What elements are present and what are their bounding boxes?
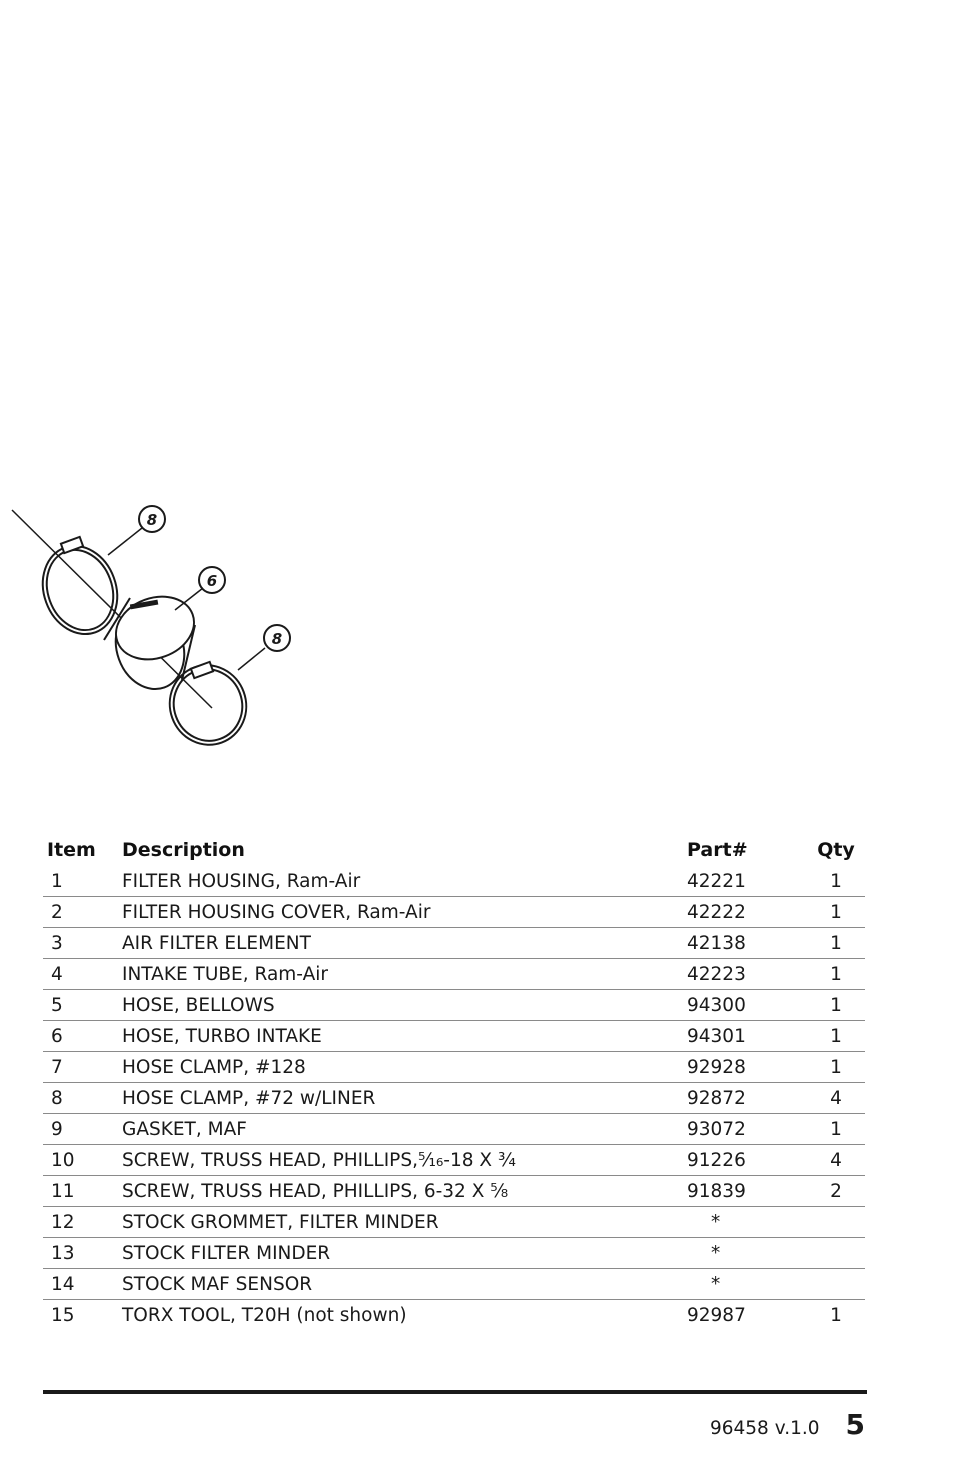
cell-part: 92872 [687,1087,746,1109]
table-row [43,1300,865,1330]
cell-description: SCREW, TRUSS HEAD, PHILLIPS,⁵⁄₁₆-18 X ³⁄₄ [122,1149,516,1171]
table-header [43,834,865,866]
header-description: Description [122,839,245,861]
table-row [43,1176,865,1207]
cell-qty: 1 [830,963,842,985]
cell-item: 11 [51,1180,75,1202]
cell-description: GASKET, MAF [122,1118,247,1140]
header-part: Part# [687,839,748,861]
table-row [43,959,865,990]
cell-item: 8 [51,1087,63,1109]
parts-diagram [0,495,300,755]
document-id: 96458 v.1.0 [709,1418,820,1439]
cell-description: HOSE CLAMP, #72 w/LINER [122,1087,376,1109]
header-qty: Qty [817,839,855,861]
cell-part: 91226 [687,1149,746,1171]
callout-label: 6 [206,572,218,590]
cell-item: 12 [51,1211,75,1233]
cell-description: STOCK FILTER MINDER [122,1242,331,1264]
callout-label: 8 [146,511,158,529]
cell-qty: 4 [830,1149,842,1171]
cell-part: 94301 [687,1025,746,1047]
cell-description: HOSE, TURBO INTAKE [122,1025,322,1047]
cell-qty: 4 [830,1087,842,1109]
cell-description: AIR FILTER ELEMENT [122,932,311,954]
cell-item: 7 [51,1056,63,1078]
cell-part: 42222 [687,901,746,923]
cell-part: 42223 [687,963,746,985]
cell-description: STOCK GROMMET, FILTER MINDER [122,1211,439,1233]
cell-qty: 2 [830,1180,842,1202]
footer [710,1408,865,1441]
cell-part: 94300 [687,994,746,1016]
table-row [43,1238,865,1269]
table-row [43,1269,865,1300]
cell-part: * [711,1242,721,1264]
cell-part: 42221 [687,870,746,892]
cell-part: 92987 [687,1304,746,1326]
cell-item: 4 [51,963,63,985]
cell-part: 91839 [687,1180,746,1202]
table-row [43,990,865,1021]
table-row [43,1207,865,1238]
cell-qty: 1 [830,1118,842,1140]
cell-part: 42138 [687,932,746,954]
cell-description: SCREW, TRUSS HEAD, PHILLIPS, 6-32 X ⁵⁄₈ [122,1180,509,1202]
cell-description: HOSE CLAMP, #128 [122,1056,306,1078]
table-row [43,866,865,897]
parts-table [43,834,865,1330]
cell-part: * [711,1273,721,1295]
cell-item: 13 [51,1242,75,1264]
hose-clamp-upper [31,535,129,644]
cell-qty: 1 [830,932,842,954]
cell-qty: 1 [830,994,842,1016]
cell-item: 9 [51,1118,63,1140]
cell-qty: 1 [830,1056,842,1078]
hose-turbo-intake [104,586,203,699]
cell-item: 3 [51,932,63,954]
table-row [43,897,865,928]
cell-item: 2 [51,901,63,923]
cell-description: FILTER HOUSING COVER, Ram-Air [122,901,431,923]
footer-rule [43,1390,867,1394]
cell-description: TORX TOOL, T20H (not shown) [122,1304,407,1326]
cell-description: HOSE, BELLOWS [122,994,275,1016]
header-item: Item [47,839,96,861]
table-row [43,928,865,959]
cell-part: 92928 [687,1056,746,1078]
table-row [43,1145,865,1176]
cell-part: 93072 [687,1118,746,1140]
callout-label: 8 [271,630,283,648]
cell-item: 1 [51,870,63,892]
cell-qty: 1 [830,1025,842,1047]
cell-description: STOCK MAF SENSOR [122,1273,313,1295]
page-number: 5 [845,1408,865,1441]
cell-item: 10 [51,1149,75,1171]
cell-item: 5 [51,994,63,1016]
cell-description: FILTER HOUSING, Ram-Air [122,870,361,892]
table-row [43,1021,865,1052]
cell-qty: 1 [830,1304,842,1326]
cell-qty: 1 [830,901,842,923]
cell-item: 15 [51,1304,75,1326]
cell-item: 6 [51,1025,63,1047]
table-body [43,866,865,1330]
table-row [43,1114,865,1145]
table-row [43,1052,865,1083]
table-row [43,1083,865,1114]
cell-qty: 1 [830,870,842,892]
cell-description: INTAKE TUBE, Ram-Air [122,963,328,985]
cell-part: * [711,1211,721,1233]
cell-item: 14 [51,1273,75,1295]
